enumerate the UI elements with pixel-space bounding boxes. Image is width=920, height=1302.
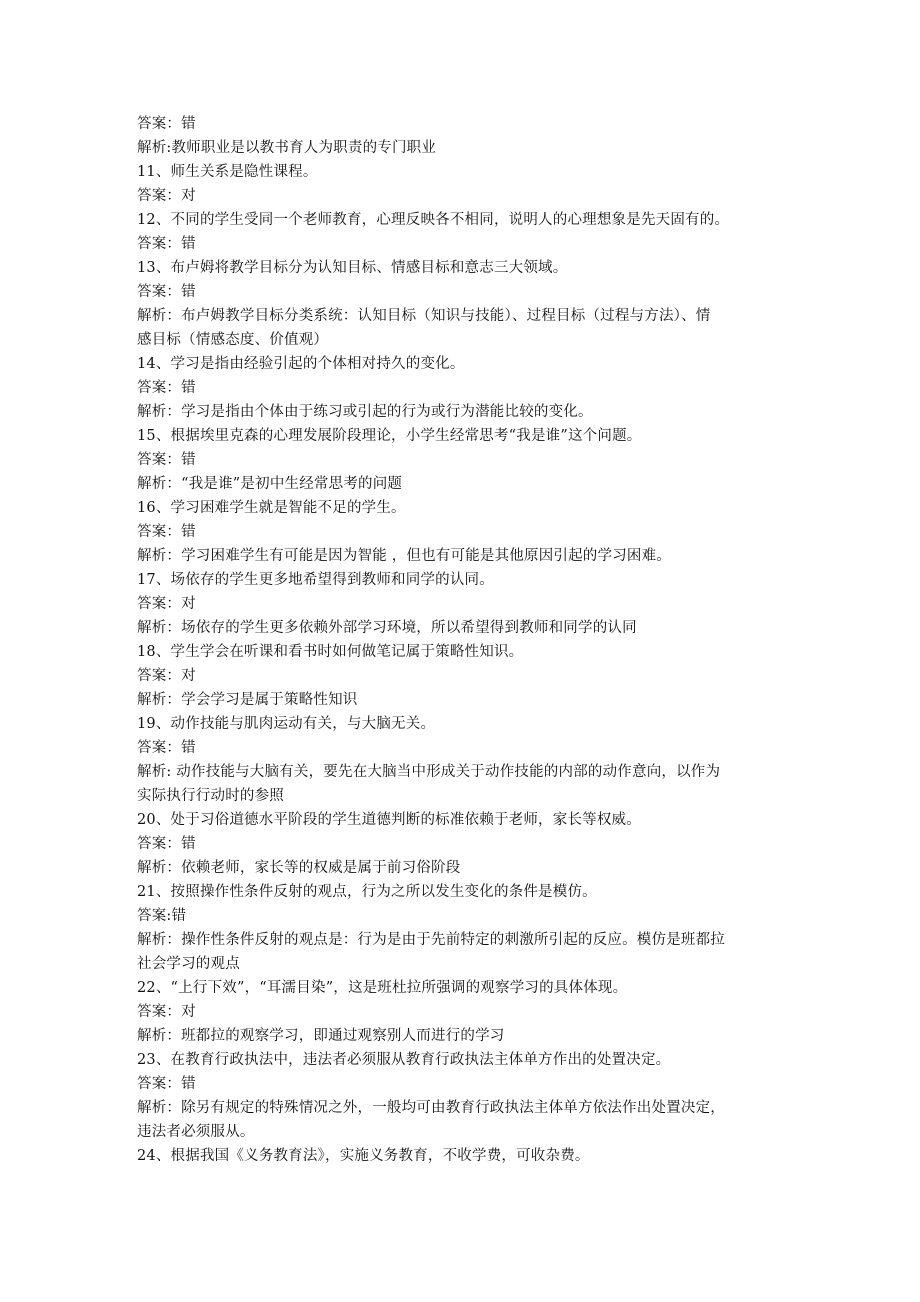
question-23: 23、在教育行政执法中，违法者必须服从教育行政执法主体单方作出的处置决定。 — [137, 1052, 671, 1068]
answer-line: 答案：错 — [137, 452, 196, 468]
document-body — [137, 112, 785, 1168]
answer-line: 答案：对 — [137, 1004, 196, 1020]
question-24: 24、根据我国《义务教育法》，实施义务教育，不收学费，可收杂费。 — [137, 1148, 590, 1164]
answer-line: 答案：错 — [137, 380, 196, 396]
explanation-line: 解析：学会学习是属于策略性知识 — [137, 692, 358, 708]
explanation-line: 解析：布卢姆教学目标分类系统：认知目标（知识与技能）、过程目标（过程与方法）、情 — [137, 308, 711, 324]
explanation-line: 解析: 动作技能与大脑有关，要先在大脑当中形成关于动作技能的内部的动作意向，以作为 — [137, 764, 721, 780]
question-12: 12、不同的学生受同一个老师教育，心理反映各不相同，说明人的心理想象是先天固有的。 — [137, 212, 730, 228]
explanation-line: 解析：除另有规定的特殊情况之外，一般均可由教育行政执法主体单方依法作出处置决定， — [137, 1100, 725, 1116]
answer-line: 答案：错 — [137, 836, 196, 852]
question-16: 16、学习困难学生就是智能不足的学生。 — [137, 500, 406, 516]
question-14: 14、学习是指由经验引起的个体相对持久的变化。 — [137, 356, 465, 372]
question-22: 22、“上行下效”，“耳濡目染”，这是班杜拉所强调的观察学习的具体体现。 — [137, 980, 628, 996]
answer-line: 答案：对 — [137, 668, 196, 684]
answer-line: 答案：错 — [137, 284, 196, 300]
answer-line: 答案：错 — [137, 524, 196, 540]
answer-line: 答案：错 — [137, 740, 196, 756]
explanation-line: 解析：依赖老师，家长等的权威是属于前习俗阶段 — [137, 860, 461, 876]
explanation-line: 解析：场依存的学生更多依赖外部学习环境，所以希望得到教师和同学的认同 — [137, 620, 637, 636]
explanation-line-continued: 感目标（情感态度、价值观） — [137, 332, 329, 348]
explanation-line-continued: 实际执行行动时的参照 — [137, 788, 284, 804]
question-19: 19、动作技能与肌肉运动有关，与大脑无关。 — [137, 716, 436, 732]
question-17: 17、场依存的学生更多地希望得到教师和同学的认同。 — [137, 572, 494, 588]
question-13: 13、布卢姆将教学目标分为认知目标、情感目标和意志三大领域。 — [137, 260, 568, 276]
question-18: 18、学生学会在听课和看书时如何做笔记属于策略性知识。 — [137, 644, 524, 660]
answer-line: 答案：错 — [137, 236, 196, 252]
explanation-line: 解析：学习困难学生有可能是因为智能 ，但也有可能是其他原因引起的学习困难。 — [137, 548, 672, 564]
explanation-line: 解析：学习是指由个体由于练习或引起的行为或行为潜能比较的变化。 — [137, 404, 593, 420]
explanation-line: 解析：操作性条件反射的观点是：行为是由于先前特定的刺激所引起的反应。模仿是班都拉 — [137, 932, 725, 948]
explanation-line: 解析:教师职业是以教书育人为职责的专门职业 — [137, 140, 437, 156]
question-20: 20、处于习俗道德水平阶段的学生道德判断的标准依赖于老师，家长等权威。 — [137, 812, 641, 828]
answer-line: 答案:错 — [137, 908, 187, 924]
question-11: 11、师生关系是隐性课程。 — [137, 164, 318, 180]
question-15: 15、根据埃里克森的心理发展阶段理论，小学生经常思考“我是谁”这个问题。 — [137, 428, 642, 444]
question-21: 21、按照操作性条件反射的观点，行为之所以发生变化的条件是模仿。 — [137, 884, 597, 900]
explanation-line-continued: 违法者必须服从。 — [137, 1124, 255, 1140]
explanation-line: 解析：班都拉的观察学习，即通过观察别人而进行的学习 — [137, 1028, 505, 1044]
answer-line: 答案：对 — [137, 596, 196, 612]
explanation-line-continued: 社会学习的观点 — [137, 956, 240, 972]
explanation-line: 解析：“我是谁”是初中生经常思考的问题 — [137, 476, 403, 492]
answer-line: 答案：错 — [137, 116, 196, 132]
answer-line: 答案：错 — [137, 1076, 196, 1092]
answer-line: 答案：对 — [137, 188, 196, 204]
